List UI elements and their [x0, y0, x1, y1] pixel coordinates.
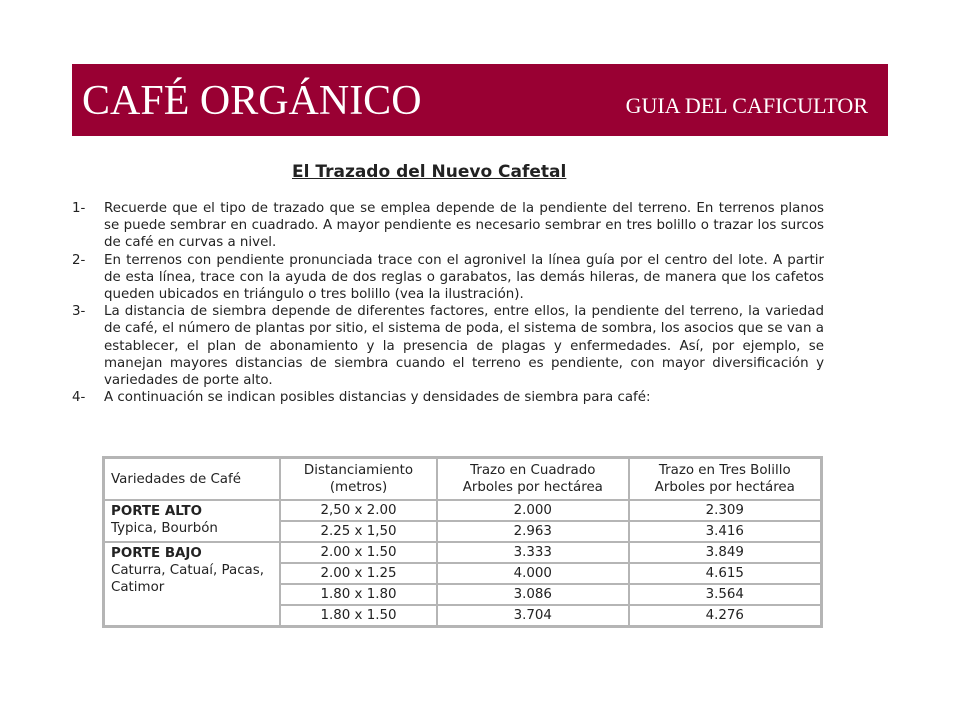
instruction-item	[72, 200, 824, 252]
triangle-density-cell: 3.849	[629, 542, 822, 563]
header-spacing: Distanciamiento (metros)	[280, 458, 437, 501]
square-density-cell: 3.086	[437, 584, 629, 605]
spacing-cell: 1.80 x 1.80	[280, 584, 437, 605]
instruction-number: 4-	[72, 390, 86, 406]
square-density-cell: 2.963	[437, 521, 629, 542]
table-row	[104, 542, 822, 563]
table-row	[104, 500, 822, 521]
triangle-density-cell: 2.309	[629, 500, 822, 521]
banner-subtitle: GUIA DEL CAFICULTOR	[625, 93, 868, 118]
variety-group-name: PORTE BAJO	[111, 546, 202, 561]
square-density-cell: 2.000	[437, 500, 629, 521]
instruction-number: 3-	[72, 304, 86, 320]
header-triangle-layout: Trazo en Tres Bolillo Arboles por hectárea	[629, 458, 822, 501]
square-density-cell: 3.704	[437, 605, 629, 627]
table-header-row	[104, 458, 822, 501]
banner-title: CAFÉ ORGÁNICO	[82, 78, 422, 124]
instruction-item	[72, 252, 824, 304]
instruction-text: Recuerde que el tipo de trazado que se emplea depende de la pendiente del terreno. En terrenos planos se puede sembrar en cuadrado. A mayor pendiente es necesario sembrar en tres bolillo o trazar los surcos de café en curvas a nivel.	[104, 201, 824, 251]
instruction-item	[72, 389, 824, 406]
instruction-list	[72, 200, 824, 406]
instruction-text: A continuación se indican posibles distancias y densidades de siembra para café:	[104, 390, 651, 406]
spacing-cell: 1.80 x 1.50	[280, 605, 437, 627]
triangle-density-cell: 4.276	[629, 605, 822, 627]
spacing-cell: 2.00 x 1.50	[280, 542, 437, 563]
variety-group-cell	[104, 500, 281, 542]
header-square-layout: Trazo en Cuadrado Arboles por hectárea	[437, 458, 629, 501]
variety-group-varieties: Typica, Bourbón	[111, 521, 218, 536]
spacing-cell: 2.00 x 1.25	[280, 563, 437, 584]
instruction-number: 2-	[72, 252, 86, 268]
spacing-cell: 2,50 x 2.00	[280, 500, 437, 521]
square-density-cell: 4.000	[437, 563, 629, 584]
triangle-density-cell: 3.564	[629, 584, 822, 605]
variety-group-cell	[104, 542, 281, 627]
variety-group-name: PORTE ALTO	[111, 504, 203, 519]
instruction-number: 1-	[72, 201, 86, 216]
instruction-text: En terrenos con pendiente pronunciada trace con el agronivel la línea guía por el centro del lote. A partir de esta línea, trace con la ayuda de dos reglas o garabatos, las demás hileras, de manera que los cafetos queden ubicados en triángulo o tres bolillo (vea la ilustración).	[104, 252, 824, 303]
document-title: El Trazado del Nuevo Cafetal	[292, 162, 567, 182]
instruction-item	[72, 303, 824, 389]
triangle-density-cell: 4.615	[629, 563, 822, 584]
variety-group-varieties: Caturra, Catuaí, Pacas, Catimor	[111, 563, 264, 595]
header-variety: Variedades de Café	[104, 458, 281, 501]
square-density-cell: 3.333	[437, 542, 629, 563]
header-banner	[72, 64, 888, 136]
triangle-density-cell: 3.416	[629, 521, 822, 542]
instruction-text: La distancia de siembra depende de diferentes factores, entre ellos, la pendiente del terreno, la variedad de café, el número de plantas por sitio, el sistema de poda, el sistema de sombra, los asocios que se van a establecer, el plan de abonamiento y la presencia de plagas y enfermedades. Así, por ejemplo, se manejan mayores distancias de siembra cuando el terreno es pendiente, con mayor diversificación y variedades de porte alto.	[104, 304, 824, 389]
spacing-cell: 2.25 x 1,50	[280, 521, 437, 542]
planting-density-table	[102, 456, 823, 628]
